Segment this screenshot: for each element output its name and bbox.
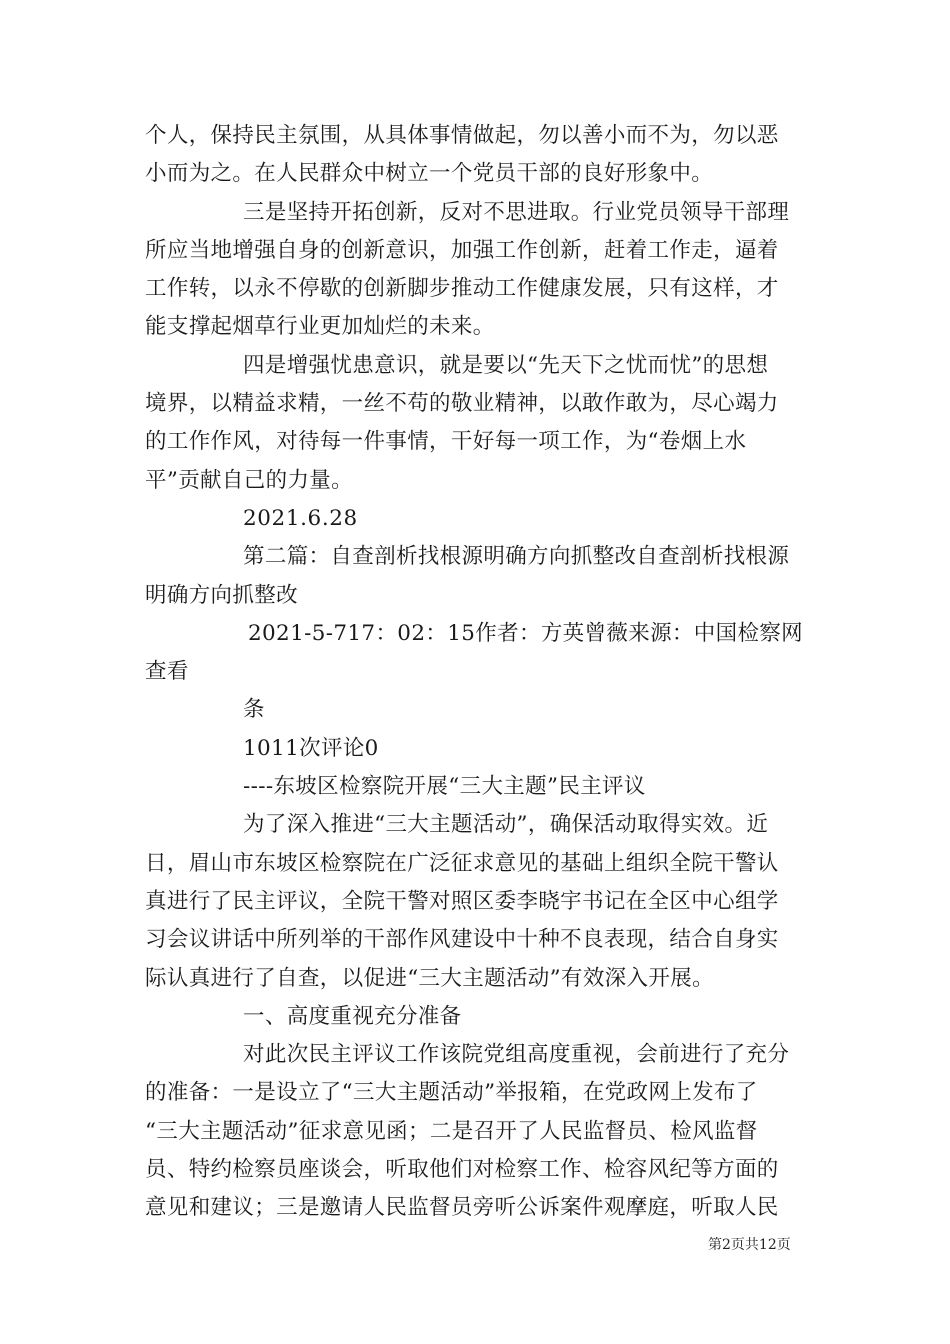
article-meta-item: 条 bbox=[243, 697, 265, 723]
page-number: 第2页共12页 bbox=[708, 1237, 791, 1253]
date-line: 2021.6.28 bbox=[243, 505, 358, 531]
section-title-continued: 明确方向抓整改 bbox=[145, 582, 298, 608]
subsection-heading: 一、高度重视充分准备 bbox=[243, 1003, 462, 1029]
paragraph-line: 习会议讲话中所列举的干部作风建设中十种不良表现，结合自身实 bbox=[145, 927, 779, 953]
paragraph-line: 三是坚持开拓创新，反对不思进取。行业党员领导干部理 bbox=[243, 199, 790, 225]
paragraph-line: 工作转，以永不停歇的创新脚步推动工作健康发展，只有这样，才 bbox=[145, 276, 779, 302]
article-subtitle: ----东坡区检察院开展“三大主题”民主评议 bbox=[243, 774, 646, 800]
paragraph-line: 小而为之。在人民群众中树立一个党员干部的良好形象中。 bbox=[145, 161, 714, 187]
paragraph-line: 真进行了民主评议，全院干警对照区委李晓宇书记在全区中心组学 bbox=[145, 888, 779, 914]
paragraph-line: 境界，以精益求精，一丝不苟的敬业精神，以敢作敢为，尽心竭力 bbox=[145, 391, 779, 417]
paragraph-line: 个人，保持民主氛围，从具体事情做起，勿以善小而不为，勿以恶 bbox=[145, 123, 779, 148]
paragraph-line: 所应当地增强自身的创新意识，加强工作创新，赶着工作走，逼着 bbox=[145, 237, 779, 263]
paragraph-line: 日，眉山市东坡区检察院在广泛征求意见的基础上组织全院干警认 bbox=[145, 850, 779, 876]
document-page bbox=[145, 117, 805, 1228]
paragraph-line: 为了深入推进“三大主题活动”，确保活动取得实效。近 bbox=[243, 812, 769, 838]
paragraph-line: 意见和建议；三是邀请人民监督员旁听公诉案件观摩庭，听取人民 bbox=[145, 1195, 779, 1221]
paragraph-line: “三大主题活动”征求意见函；二是召开了人民监督员、检风监督 bbox=[145, 1118, 758, 1144]
article-meta: 2021-5-717：02：15作者：方英曾薇来源：中国检察网 bbox=[248, 620, 804, 646]
paragraph-line: 员、特约检察员座谈会，听取他们对检察工作、检容风纪等方面的 bbox=[145, 1157, 779, 1183]
article-meta-counts: 1011次评论0 bbox=[243, 735, 379, 761]
paragraph-line: 能支撑起烟草行业更加灿烂的未来。 bbox=[145, 314, 495, 340]
paragraph-line: 平”贡献自己的力量。 bbox=[145, 467, 353, 493]
article-meta-view: 查看 bbox=[145, 659, 189, 685]
section-title: 第二篇：自查剖析找根源明确方向抓整改自查剖析找根源 bbox=[243, 544, 790, 570]
paragraph-line: 的工作作风，对待每一件事情，干好每一项工作，为“卷烟上水 bbox=[145, 429, 747, 455]
paragraph-line: 际认真进行了自查，以促进“三大主题活动”有效深入开展。 bbox=[145, 965, 714, 991]
paragraph-line: 对此次民主评议工作该院党组高度重视，会前进行了充分 bbox=[243, 1042, 790, 1068]
paragraph-line: 四是增强忧患意识，就是要以“先天下之忧而忧”的思想 bbox=[243, 352, 769, 378]
paragraph-line: 的准备：一是设立了“三大主题活动”举报箱，在党政网上发布了 bbox=[145, 1080, 758, 1106]
